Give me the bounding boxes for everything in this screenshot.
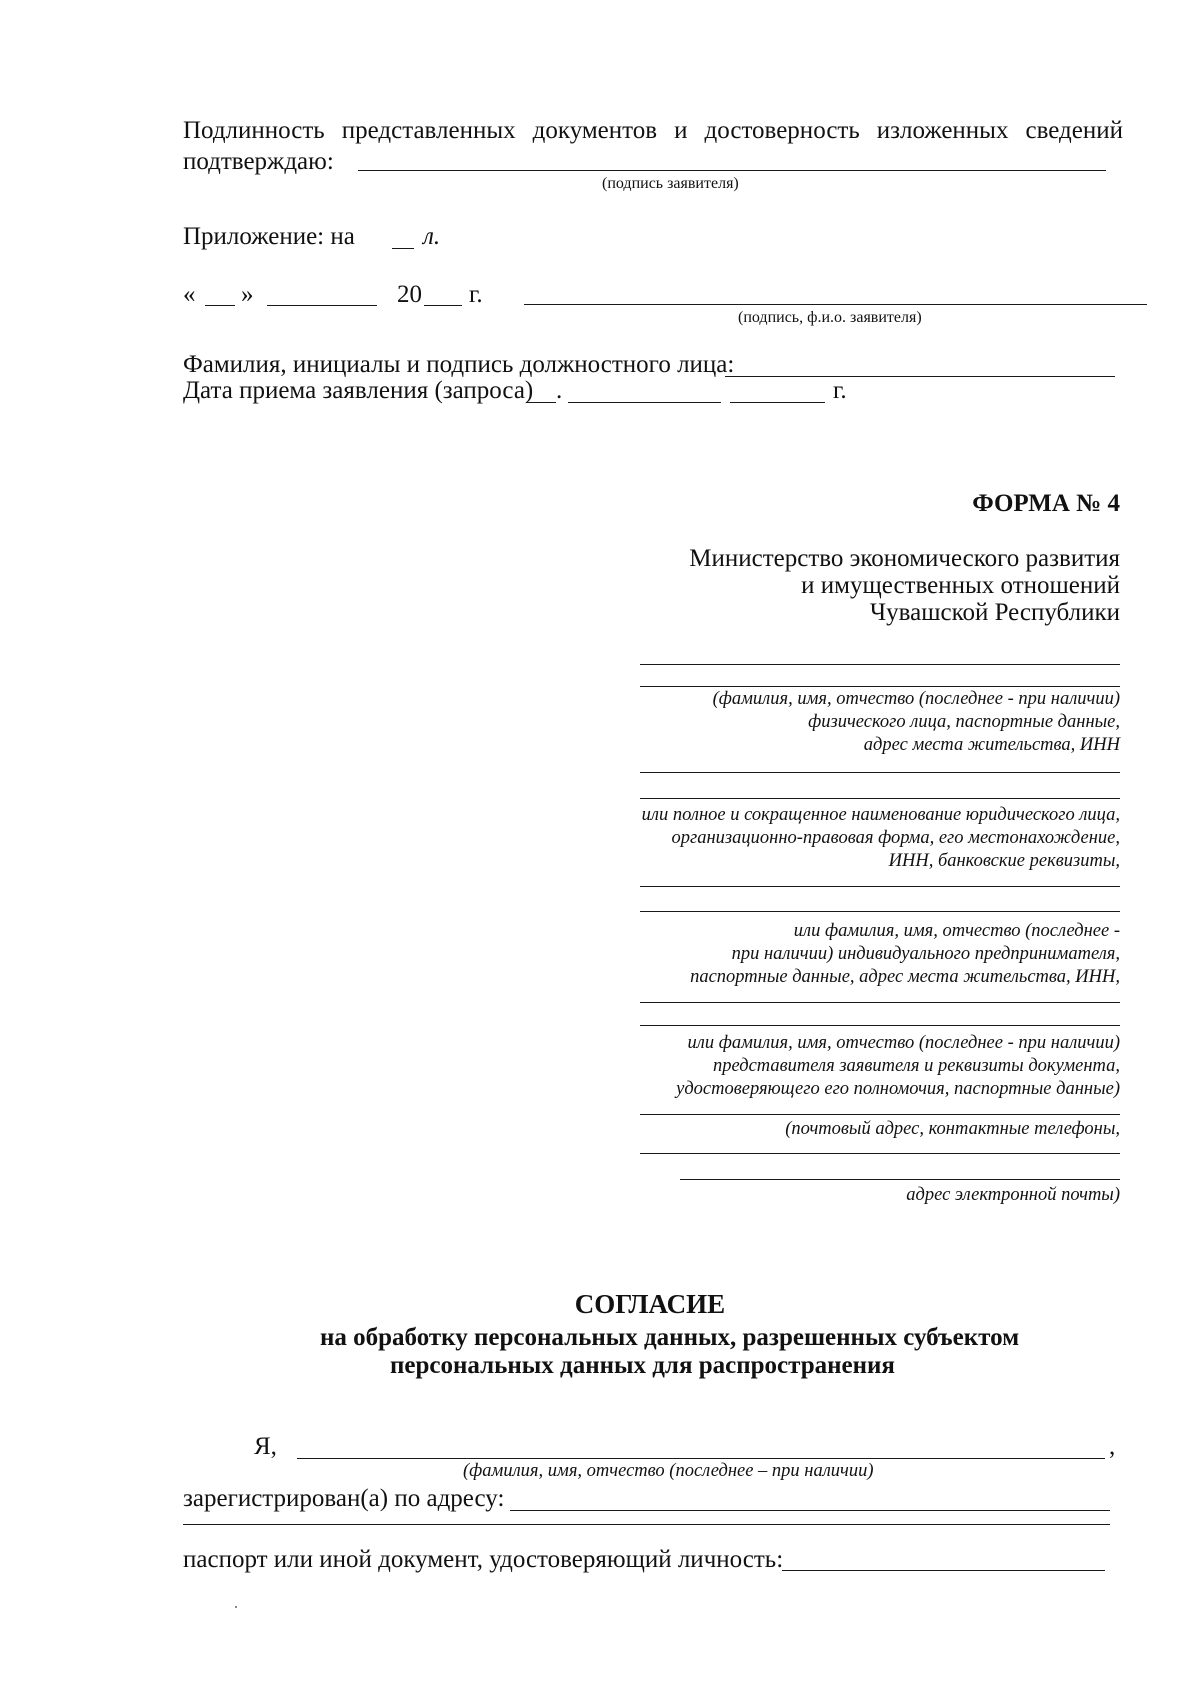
- applicant-hint-line: удостоверяющего его полномочия, паспортные данные): [676, 1079, 1120, 1099]
- applicant-field[interactable]: [640, 664, 1120, 665]
- date-close-quote: »: [241, 281, 254, 308]
- applicant-hint-line: при наличии) индивидуального предпринимателя,: [731, 944, 1120, 964]
- date-month-field[interactable]: [267, 305, 377, 306]
- receipt-month-field[interactable]: [568, 402, 721, 403]
- applicant-hint-line: или фамилия, имя, отчество (последнее - при наличии): [687, 1033, 1120, 1053]
- form-title: ФОРМА № 4: [972, 490, 1120, 517]
- date-day-field[interactable]: [205, 305, 235, 306]
- applicant-field[interactable]: [640, 798, 1120, 799]
- applicant-hint-line: ИНН, банковские реквизиты,: [888, 851, 1120, 871]
- email-field[interactable]: [680, 1179, 1120, 1180]
- receipt-day-field[interactable]: [526, 402, 556, 403]
- applicant-field[interactable]: [640, 886, 1120, 887]
- applicant-hint-line: (фамилия, имя, отчество (последнее - при наличии): [712, 689, 1120, 709]
- consent-title: СОГЛАСИЕ: [574, 1289, 726, 1319]
- email-hint: адрес электронной почты): [906, 1185, 1120, 1205]
- registered-address-field[interactable]: [510, 1510, 1110, 1511]
- applicant-field[interactable]: [640, 772, 1120, 773]
- consent-i-label: Я,: [254, 1433, 277, 1460]
- addressee-line: Министерство экономического развития: [689, 545, 1120, 572]
- contacts-hint: (почтовый адрес, контактные телефоны,: [785, 1119, 1120, 1139]
- applicant-hint-line: паспортные данные, адрес места жительства, ИНН,: [690, 967, 1120, 987]
- registered-address-field[interactable]: [183, 1524, 1110, 1525]
- applicant-field[interactable]: [640, 911, 1120, 912]
- receipt-date-label: Дата приема заявления (запроса): [183, 377, 534, 404]
- confirm-text-line1: Подлинность представленных документов и достоверность изложенных сведений: [183, 117, 1123, 144]
- applicant-field[interactable]: [640, 1025, 1120, 1026]
- scan-speck: [235, 1606, 237, 1608]
- date-year-field[interactable]: [424, 305, 462, 306]
- consent-i-comma: ,: [1109, 1433, 1116, 1460]
- official-signature-field[interactable]: [725, 376, 1115, 377]
- receipt-date-suffix: г.: [833, 377, 847, 404]
- receipt-year-field[interactable]: [730, 402, 825, 403]
- contacts-field[interactable]: [640, 1153, 1120, 1154]
- attachment-unit: л.: [423, 223, 441, 250]
- consent-fio-caption: (фамилия, имя, отчество (последнее – при наличии): [463, 1461, 874, 1481]
- applicant-hint-line: или фамилия, имя, отчество (последнее -: [793, 921, 1120, 941]
- attachment-label: Приложение: на: [183, 223, 355, 250]
- consent-subtitle-line1: на обработку персональных данных, разрешенных субъектом: [320, 1324, 1020, 1351]
- date-year-prefix: 20: [397, 281, 422, 308]
- confirm-signature-caption: (подпись заявителя): [602, 175, 739, 192]
- contacts-field[interactable]: [640, 1114, 1120, 1115]
- official-label: Фамилия, инициалы и подпись должностного лица:: [183, 351, 735, 378]
- applicant-hint-line: адрес места жительства, ИНН: [863, 735, 1120, 755]
- confirm-text-line2: подтверждаю:: [183, 148, 334, 175]
- applicant-hint-line: или полное и сокращенное наименование юридического лица,: [641, 805, 1120, 825]
- addressee-line: Чувашской Республики: [869, 599, 1120, 626]
- receipt-date-dot: .: [556, 377, 563, 404]
- registered-label: зарегистрирован(а) по адресу:: [183, 1485, 505, 1512]
- applicant-signature-field[interactable]: [524, 304, 1147, 305]
- consent-fio-field[interactable]: [297, 1458, 1105, 1459]
- applicant-hint-line: организационно-правовая форма, его местонахождение,: [671, 828, 1120, 848]
- passport-field[interactable]: [782, 1570, 1105, 1571]
- consent-subtitle-line2: персональных данных для распространения: [390, 1352, 895, 1379]
- applicant-hint-line: представителя заявителя и реквизиты документа,: [712, 1056, 1120, 1076]
- applicant-signature-caption: (подпись, ф.и.о. заявителя): [738, 309, 922, 326]
- confirm-signature-field[interactable]: [358, 170, 1106, 171]
- applicant-hint-line: физического лица, паспортные данные,: [808, 712, 1120, 732]
- addressee-line: и имущественных отношений: [801, 572, 1120, 599]
- applicant-field[interactable]: [640, 686, 1120, 687]
- attachment-sheets-field[interactable]: [392, 248, 414, 249]
- date-year-suffix: г.: [469, 281, 483, 308]
- applicant-field[interactable]: [640, 1002, 1120, 1003]
- date-open-quote: «: [183, 281, 196, 308]
- passport-label: паспорт или иной документ, удостоверяющий личность:: [183, 1546, 784, 1573]
